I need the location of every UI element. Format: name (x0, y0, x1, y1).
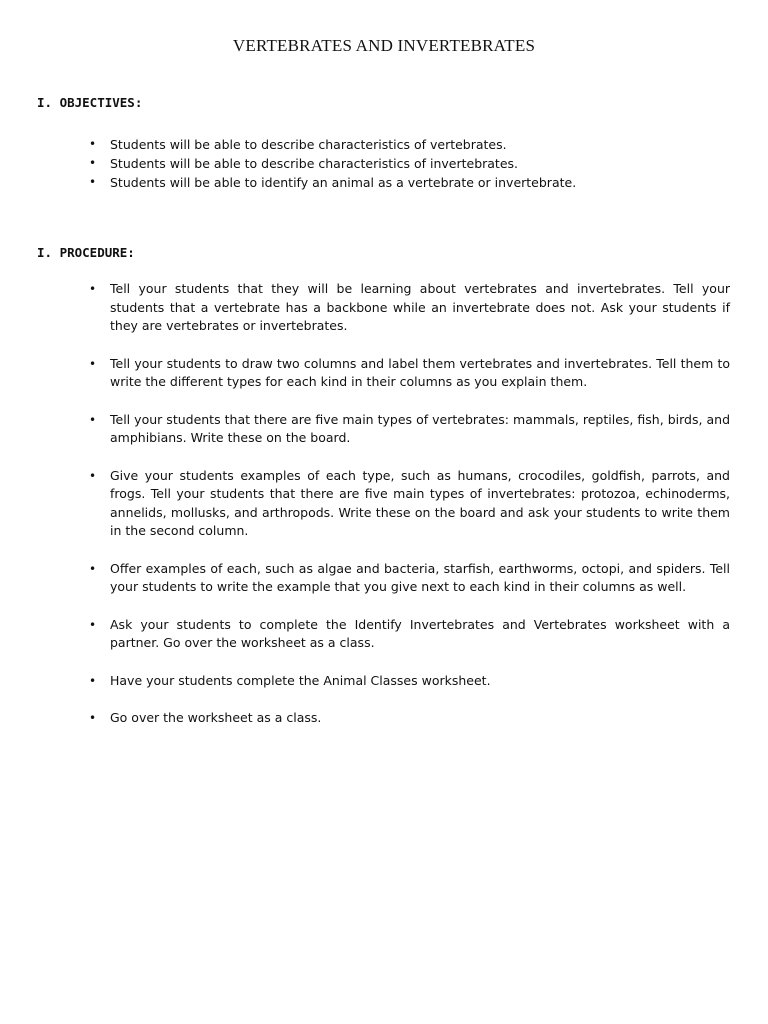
procedure-text: Give your students examples of each type, such as humans, crocodiles, goldfish, parrots, and frogs. Tell your students that there are five main types of invertebrates: protozoa, echinoderms, annelids, mollusks, and arthropods. Write these on the board and ask your students to write them in the second column. (110, 467, 730, 538)
list-item (89, 355, 730, 392)
procedure-text: Ask your students to complete the Identify Invertebrates and Vertebrates worksheet with a partner. Go over the worksheet as a class. (110, 616, 730, 650)
procedure-text: Tell your students that there are five main types of vertebrates: mammals, reptiles, fish, birds, and amphibians. Write these on the board. (110, 411, 730, 445)
objective-text: Students will be able to describe characteristics of vertebrates. (110, 137, 507, 152)
list-item (89, 467, 730, 541)
list-item (89, 154, 730, 173)
bullet-icon: • (89, 282, 97, 296)
bullet-icon: • (89, 561, 97, 576)
procedure-heading: I. PROCEDURE: (37, 245, 135, 260)
bullet-icon: • (89, 175, 97, 189)
bullet-icon: • (89, 617, 97, 632)
procedure-text: Tell your students that they will be learning about vertebrates and invertebrates. Tell your students that a vertebrate has a backbone while an invertebrate does not. Ask your students if they are vertebrates or invertebrates. (110, 281, 730, 333)
list-item (89, 135, 730, 154)
list-item (89, 672, 730, 691)
bullet-icon: • (89, 711, 97, 725)
bullet-icon: • (89, 412, 97, 427)
bullet-icon: • (89, 137, 97, 151)
list-item (89, 280, 730, 336)
list-item (89, 411, 730, 448)
bullet-icon: • (89, 356, 97, 371)
procedure-text: Have your students complete the Animal Classes worksheet. (110, 672, 491, 688)
bullet-icon: • (89, 673, 97, 688)
procedure-text: Go over the worksheet as a class. (110, 710, 322, 725)
objectives-list (89, 135, 730, 192)
bullet-icon: • (89, 468, 97, 483)
list-item (89, 616, 730, 653)
list-item (89, 560, 730, 597)
procedure-text: Tell your students to draw two columns and label them vertebrates and invertebrates. Tell them to write the different types for each kind in their columns as you explain them. (110, 355, 730, 389)
bullet-icon: • (89, 156, 97, 170)
objectives-heading: I. OBJECTIVES: (37, 95, 143, 110)
objective-text: Students will be able to describe characteristics of invertebrates. (110, 156, 519, 171)
list-item (89, 173, 730, 192)
list-item (89, 709, 730, 728)
procedure-text: Offer examples of each, such as algae and bacteria, starfish, earthworms, octopi, and spiders. Tell your students to write the example that you give next to each kind in their columns as well. (110, 560, 730, 594)
document-title: VERTEBRATES AND INVERTEBRATES (232, 36, 536, 55)
procedure-list (89, 280, 730, 747)
objective-text: Students will be able to identify an animal as a vertebrate or invertebrate. (110, 175, 577, 190)
